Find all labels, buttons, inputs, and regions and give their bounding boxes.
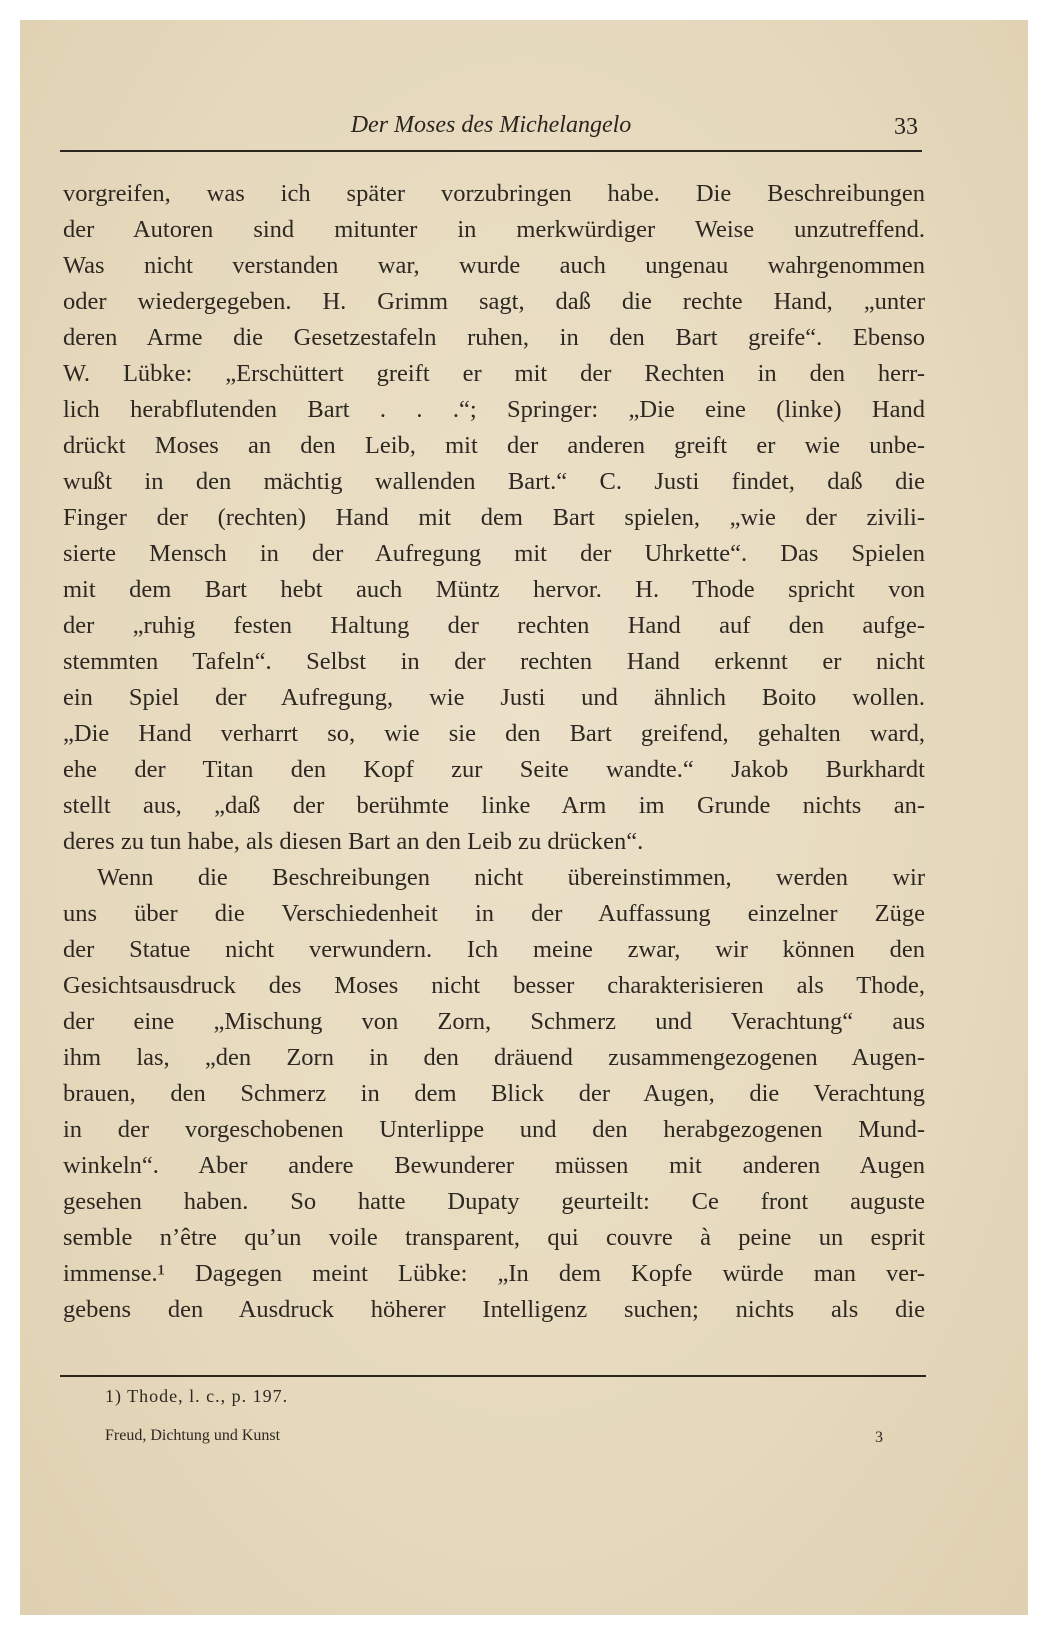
text-line: deren Arme die Gesetzestafeln ruhen, in den Bart greife“. Ebenso	[63, 324, 925, 351]
book-page	[20, 20, 1028, 1615]
text-line: der „ruhig festen Haltung der rechten Hand auf den aufge-	[63, 612, 925, 639]
text-line: W. Lübke: „Erschüttert greift er mit der Rechten in den herr-	[63, 360, 925, 387]
text-line: ein Spiel der Aufregung, wie Justi und ähnlich Boito wollen.	[63, 684, 925, 711]
body-text	[63, 176, 925, 1328]
text-line: der Statue nicht verwundern. Ich meine zwar, wir können den	[63, 936, 925, 963]
text-line: „Die Hand verharrt so, wie sie den Bart greifend, gehalten ward,	[63, 720, 925, 747]
text-line: oder wiedergegeben. H. Grimm sagt, daß die rechte Hand, „unter	[63, 288, 925, 315]
printer-signature: Freud, Dichtung und Kunst	[105, 1427, 281, 1444]
text-line: semble n’être qu’un voile transparent, qui couvre à peine un esprit	[63, 1224, 925, 1251]
footnote-divider	[60, 1375, 926, 1377]
text-line: der eine „Mischung von Zorn, Schmerz und Verachtung“ aus	[63, 1008, 925, 1035]
running-title: Der Moses des Michelangelo	[350, 112, 632, 138]
footnote: 1) Thode, l. c., p. 197.	[105, 1386, 289, 1406]
text-line: mit dem Bart hebt auch Müntz hervor. H. Thode spricht von	[63, 576, 925, 603]
text-line: drückt Moses an den Leib, mit der anderen greift er wie unbe-	[63, 432, 925, 459]
text-line: ehe der Titan den Kopf zur Seite wandte.“ Jakob Burkhardt	[63, 756, 925, 783]
text-line: in der vorgeschobenen Unterlippe und den herabgezogenen Mund-	[63, 1116, 925, 1143]
text-line: lich herabflutenden Bart . . .“; Springer: „Die eine (linke) Hand	[63, 396, 925, 423]
signature-number: 3	[875, 1429, 883, 1446]
text-line: Gesichtsausdruck des Moses nicht besser charakterisieren als Thode,	[63, 972, 925, 999]
text-line: gesehen haben. So hatte Dupaty geurteilt: Ce front auguste	[63, 1188, 925, 1215]
text-line: stellt aus, „daß der berühmte linke Arm im Grunde nichts an-	[63, 792, 925, 819]
text-line: gebens den Ausdruck höherer Intelligenz suchen; nichts als die	[63, 1296, 925, 1323]
text-line: Was nicht verstanden war, wurde auch ungenau wahrgenommen	[63, 252, 925, 279]
text-line: ihm las, „den Zorn in den dräuend zusammengezogenen Augen-	[63, 1044, 925, 1071]
page-number: 33	[894, 114, 918, 140]
text-line: immense.¹ Dagegen meint Lübke: „In dem Kopfe würde man ver-	[63, 1260, 925, 1287]
text-line: Wenn die Beschreibungen nicht übereinstimmen, werden wir	[97, 864, 925, 891]
text-line: deres zu tun habe, als diesen Bart an den Leib zu drücken“.	[63, 828, 644, 855]
running-head	[60, 110, 922, 152]
text-line: wußt in den mächtig wallenden Bart.“ C. Justi findet, daß die	[63, 468, 925, 495]
text-line: Finger der (rechten) Hand mit dem Bart spielen, „wie der zivili-	[63, 504, 925, 531]
text-line: der Autoren sind mitunter in merkwürdiger Weise unzutreffend.	[63, 216, 925, 243]
text-line: winkeln“. Aber andere Bewunderer müssen mit anderen Augen	[63, 1152, 925, 1179]
text-line: vorgreifen, was ich später vorzubringen habe. Die Beschreibungen	[63, 180, 925, 207]
text-line: stemmten Tafeln“. Selbst in der rechten Hand erkennt er nicht	[63, 648, 925, 675]
text-line: brauen, den Schmerz in dem Blick der Augen, die Verachtung	[63, 1080, 925, 1107]
text-line: sierte Mensch in der Aufregung mit der Uhrkette“. Das Spielen	[63, 540, 925, 567]
text-line: uns über die Verschiedenheit in der Auffassung einzelner Züge	[63, 900, 925, 927]
